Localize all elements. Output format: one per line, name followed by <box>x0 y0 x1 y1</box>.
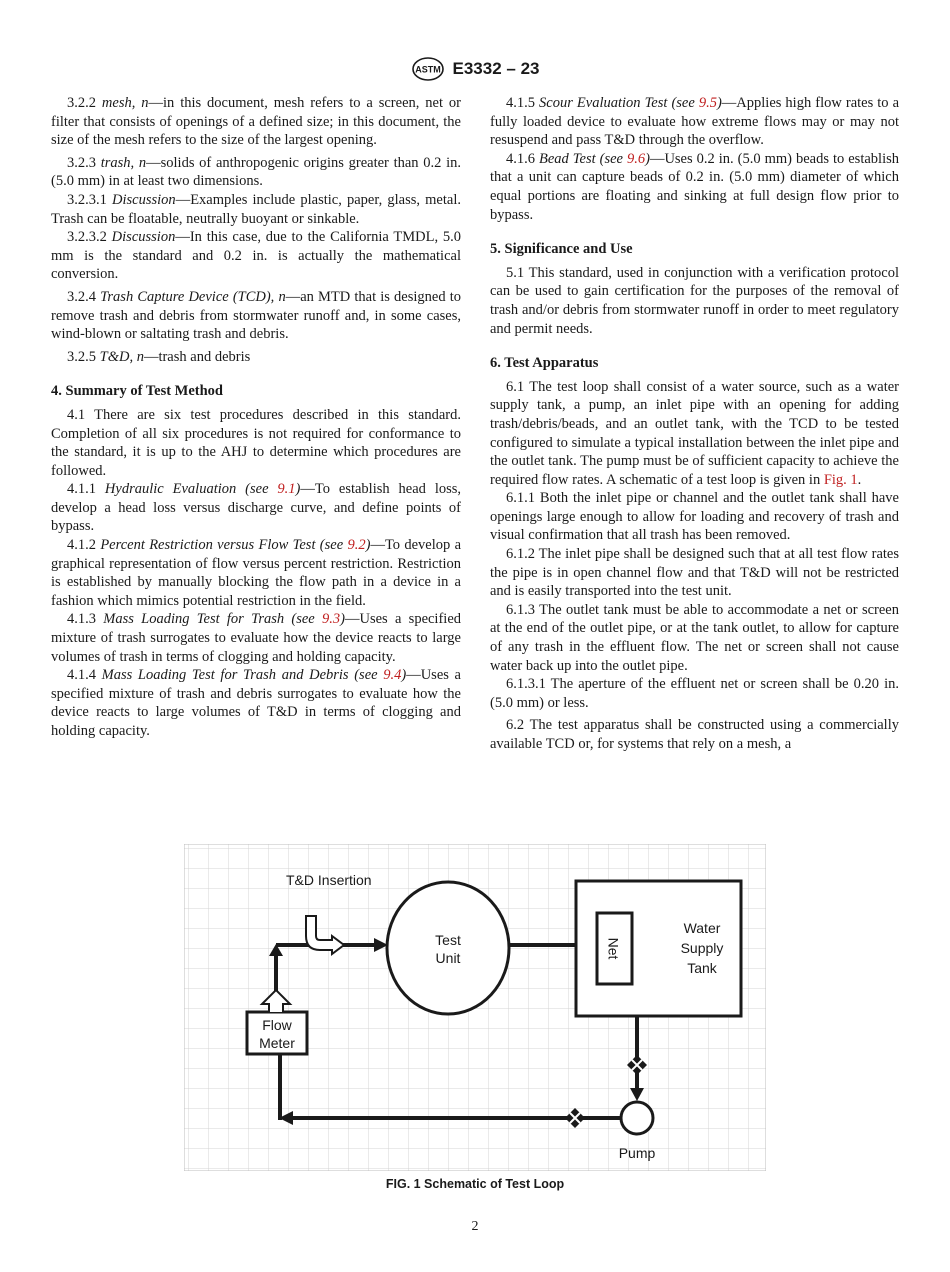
paragraph-text: ) <box>645 150 650 167</box>
paragraph <box>51 348 461 367</box>
paragraph-text: —solids of anthropogenic origins greater than 0.2 in. (5.0 mm) in at least two dimensions. <box>51 154 461 190</box>
paragraph <box>490 150 899 224</box>
paragraph <box>490 378 899 490</box>
paragraph-text: —Uses 0.2 in. (5.0 mm) beads to establish that a unit can capture beads of 0.2 in. (5.0 mm) diameter of which equal portions are floating and sinking at full design flow prior to bypass. <box>490 150 899 223</box>
test-unit-label-2: Unit <box>435 950 461 966</box>
paragraph-text: —Uses a specified mixture of trash and debris surrogates to evaluate how the device reacts to large volumes of T&D in terms of clogging and holding capacity. <box>51 667 461 739</box>
cross-reference-link[interactable]: 9.2 <box>347 537 366 554</box>
paragraph-text: Percent Restriction versus Flow Test (see <box>100 537 348 554</box>
paragraph-text: Trash Capture Device (TCD), n <box>100 288 286 305</box>
paragraph-text: 3.2.4 <box>67 288 101 305</box>
pump-label: Pump <box>618 1145 656 1161</box>
paragraph-text: 6.1.3.1 The aperture of the effluent net or screen shall be 0.20 in. (5.0 mm) or less. <box>490 676 899 711</box>
cross-reference-link[interactable]: 9.1 <box>277 481 296 498</box>
figure-caption: FIG. 1 Schematic of Test Loop <box>385 1177 565 1191</box>
paragraph-text: 4.1.5 <box>506 95 540 111</box>
tank-label-3: Tank <box>687 960 717 976</box>
paragraph-text: 4.1.1 <box>67 481 105 498</box>
paragraph-text: Mass Loading Test for Trash (see <box>103 611 323 628</box>
paragraph <box>490 601 899 675</box>
section-heading: 6. Test Apparatus <box>490 355 599 372</box>
net-label: Net <box>605 937 622 960</box>
paragraph <box>51 666 461 740</box>
cross-reference-link[interactable]: 9.6 <box>626 150 646 167</box>
paragraph-text: ) <box>365 537 371 554</box>
paragraph <box>51 154 461 191</box>
paragraph-text: —Uses a specified mixture of trash surrogates to evaluate how the device reacts to large volumes of trash in terms of clogging and holding capacity. <box>51 611 462 665</box>
test-unit-circle <box>387 882 509 1014</box>
paragraph-text: 4.1 There are six test procedures described in this standard. Completion of all six procedures is not required for conformance to the standard, it is up to the AHJ to determine which procedures are followed. <box>51 406 461 479</box>
tank-label-2: Supply <box>680 940 724 956</box>
paragraph-text: 6.1 The test loop shall consist of a water source, such as a water supply tank, a pump, an inlet pipe with an opening for adding trash/debris/beads, and an outlet tank, with the TCD to be tested configured to simulate a typical installation between the inlet pipe and the outlet tank. The pump must be of sufficient capacity to achieve the required flow rates. A schematic of a test loop is given in <box>490 378 899 488</box>
logo-text: ASTM <box>414 64 441 75</box>
paragraph-text: Mass Loading Test for Trash and Debris (see <box>101 667 384 684</box>
paragraph-text: trash, n <box>100 154 147 171</box>
paragraph <box>490 94 899 150</box>
cross-reference-link[interactable]: 9.4 <box>383 667 402 684</box>
paragraph-text: 3.2.5 <box>67 348 100 365</box>
paragraph-text: —Applies high flow rates to a fully loaded device to evaluate how extreme flows may or may not resuspend and pass T&D through the overflow. <box>490 95 900 149</box>
cross-reference-link[interactable]: 9.3 <box>322 611 341 628</box>
flow-meter-label-2: Meter <box>259 1035 295 1051</box>
test-unit-label-1: Test <box>435 932 461 948</box>
paragraph-text: 6.1.2 The inlet pipe shall be designed such that at all test flow rates the pipe is in open channel flow and that T&D will not be restricted and is easily transported into the test unit. <box>490 546 899 600</box>
paragraph-text: T&D, n <box>99 348 144 365</box>
paragraph <box>51 228 461 284</box>
page-header <box>0 56 950 82</box>
test-loop-figure <box>184 844 766 1171</box>
flow-meter-label-1: Flow <box>262 1017 292 1033</box>
paragraph-text: —To develop a graphical representation of flow versus percent restriction. Restriction is established by manually blocking the flow path in a device in a fashion which mimics potential restriction in the field. <box>51 537 462 609</box>
paragraph <box>51 191 461 228</box>
paragraph-text: Discussion <box>112 191 176 208</box>
paragraph <box>51 94 461 150</box>
td-insertion-label: T&D Insertion <box>286 872 372 888</box>
paragraph-text: —To establish head loss, develop a head loss versus discharge curve, and define points of bypass. <box>51 481 462 535</box>
paragraph-text: Scour Evaluation Test (see <box>539 95 699 111</box>
paragraph-text: —In this case, due to the California TMDL, 5.0 mm is the standard and 0.2 in. is actually the mathematical conversion. <box>51 229 462 283</box>
paragraph-text: 5.1 This standard, used in conjunction with a verification protocol can be used to gain certification for the purposes of the removal of trash and/or debris from stormwater runoff in order to meet regulatory and permit needs. <box>490 264 899 337</box>
paragraph-text: . <box>857 471 862 488</box>
paragraph-text: 3.2.3.1 <box>67 191 113 208</box>
paragraph-text: 6.1.1 Both the inlet pipe or channel and the outlet tank shall have openings large enough to allow for loading and recovery of trash and visual confirmation that all trash has been removed. <box>490 490 899 544</box>
paragraph <box>490 675 899 712</box>
astm-logo-icon <box>411 57 445 81</box>
paragraph <box>51 480 461 536</box>
paragraph <box>51 288 461 344</box>
paragraph-text: 4.1.6 <box>506 150 539 167</box>
cross-reference-link[interactable]: 9.5 <box>698 95 717 111</box>
paragraph <box>490 264 899 338</box>
paragraph-text: —an MTD that is designed to remove trash and debris from stormwater runoff and, in some cases, wind-blown or saltating trash and debris. <box>51 288 462 343</box>
left-column <box>51 94 461 741</box>
paragraph-text: Hydraulic Evaluation (see <box>104 481 278 498</box>
page-number: 2 <box>471 1219 479 1234</box>
paragraph <box>490 489 899 545</box>
paragraph <box>51 610 461 666</box>
paragraph-text: Discussion <box>111 229 176 246</box>
pump-circle <box>621 1102 653 1134</box>
section-heading: 4. Summary of Test Method <box>51 383 223 400</box>
paragraph-text: ) <box>716 95 722 111</box>
paragraph-text: 4.1.3 <box>67 611 104 628</box>
document-number: E3332 – 23 <box>452 59 540 78</box>
paragraph-text: —trash and debris <box>143 348 251 365</box>
paragraph-text: ) <box>401 667 407 684</box>
paragraph <box>51 536 461 610</box>
paragraph-text: 4.1.4 <box>67 667 102 684</box>
paragraph-text: —Examples include plastic, paper, glass, metal. Trash can be floatable, neutrally buoyant or sinkable. <box>51 191 461 227</box>
paragraph-text: ) <box>295 481 301 498</box>
paragraph-text: 3.2.2 <box>67 95 102 111</box>
cross-reference-link[interactable]: Fig. 1 <box>823 471 858 488</box>
paragraph <box>51 406 461 480</box>
paragraph-text: mesh, n <box>101 95 149 111</box>
paragraph-text: ) <box>340 611 345 628</box>
paragraph <box>490 716 899 753</box>
paragraph-text: 4.1.2 <box>67 537 101 554</box>
paragraph-text: Bead Test (see <box>539 150 627 167</box>
section-heading: 5. Significance and Use <box>490 241 633 258</box>
paragraph-text: 3.2.3.2 <box>67 229 112 246</box>
paragraph-text: 3.2.3 <box>67 154 101 171</box>
paragraph <box>490 545 899 601</box>
paragraph-text: 6.2 The test apparatus shall be constructed using a commercially available TCD or, for systems that rely on a mesh, a <box>490 717 899 752</box>
paragraph-text: 6.1.3 The outlet tank must be able to accommodate a net or screen at the end of the outlet pipe, or at the tank outlet, to allow for capture of any trash in the effluent flow. The net or screen shall not cause water back up into the outlet pipe. <box>490 601 899 674</box>
right-column <box>490 94 899 754</box>
tank-label-1: Water <box>683 920 721 936</box>
paragraph-text: —in this document, mesh refers to a screen, net or filter that consists of openings of a defined size; in this document, the size of the mesh refers to the size of the largest opening. <box>51 95 461 149</box>
